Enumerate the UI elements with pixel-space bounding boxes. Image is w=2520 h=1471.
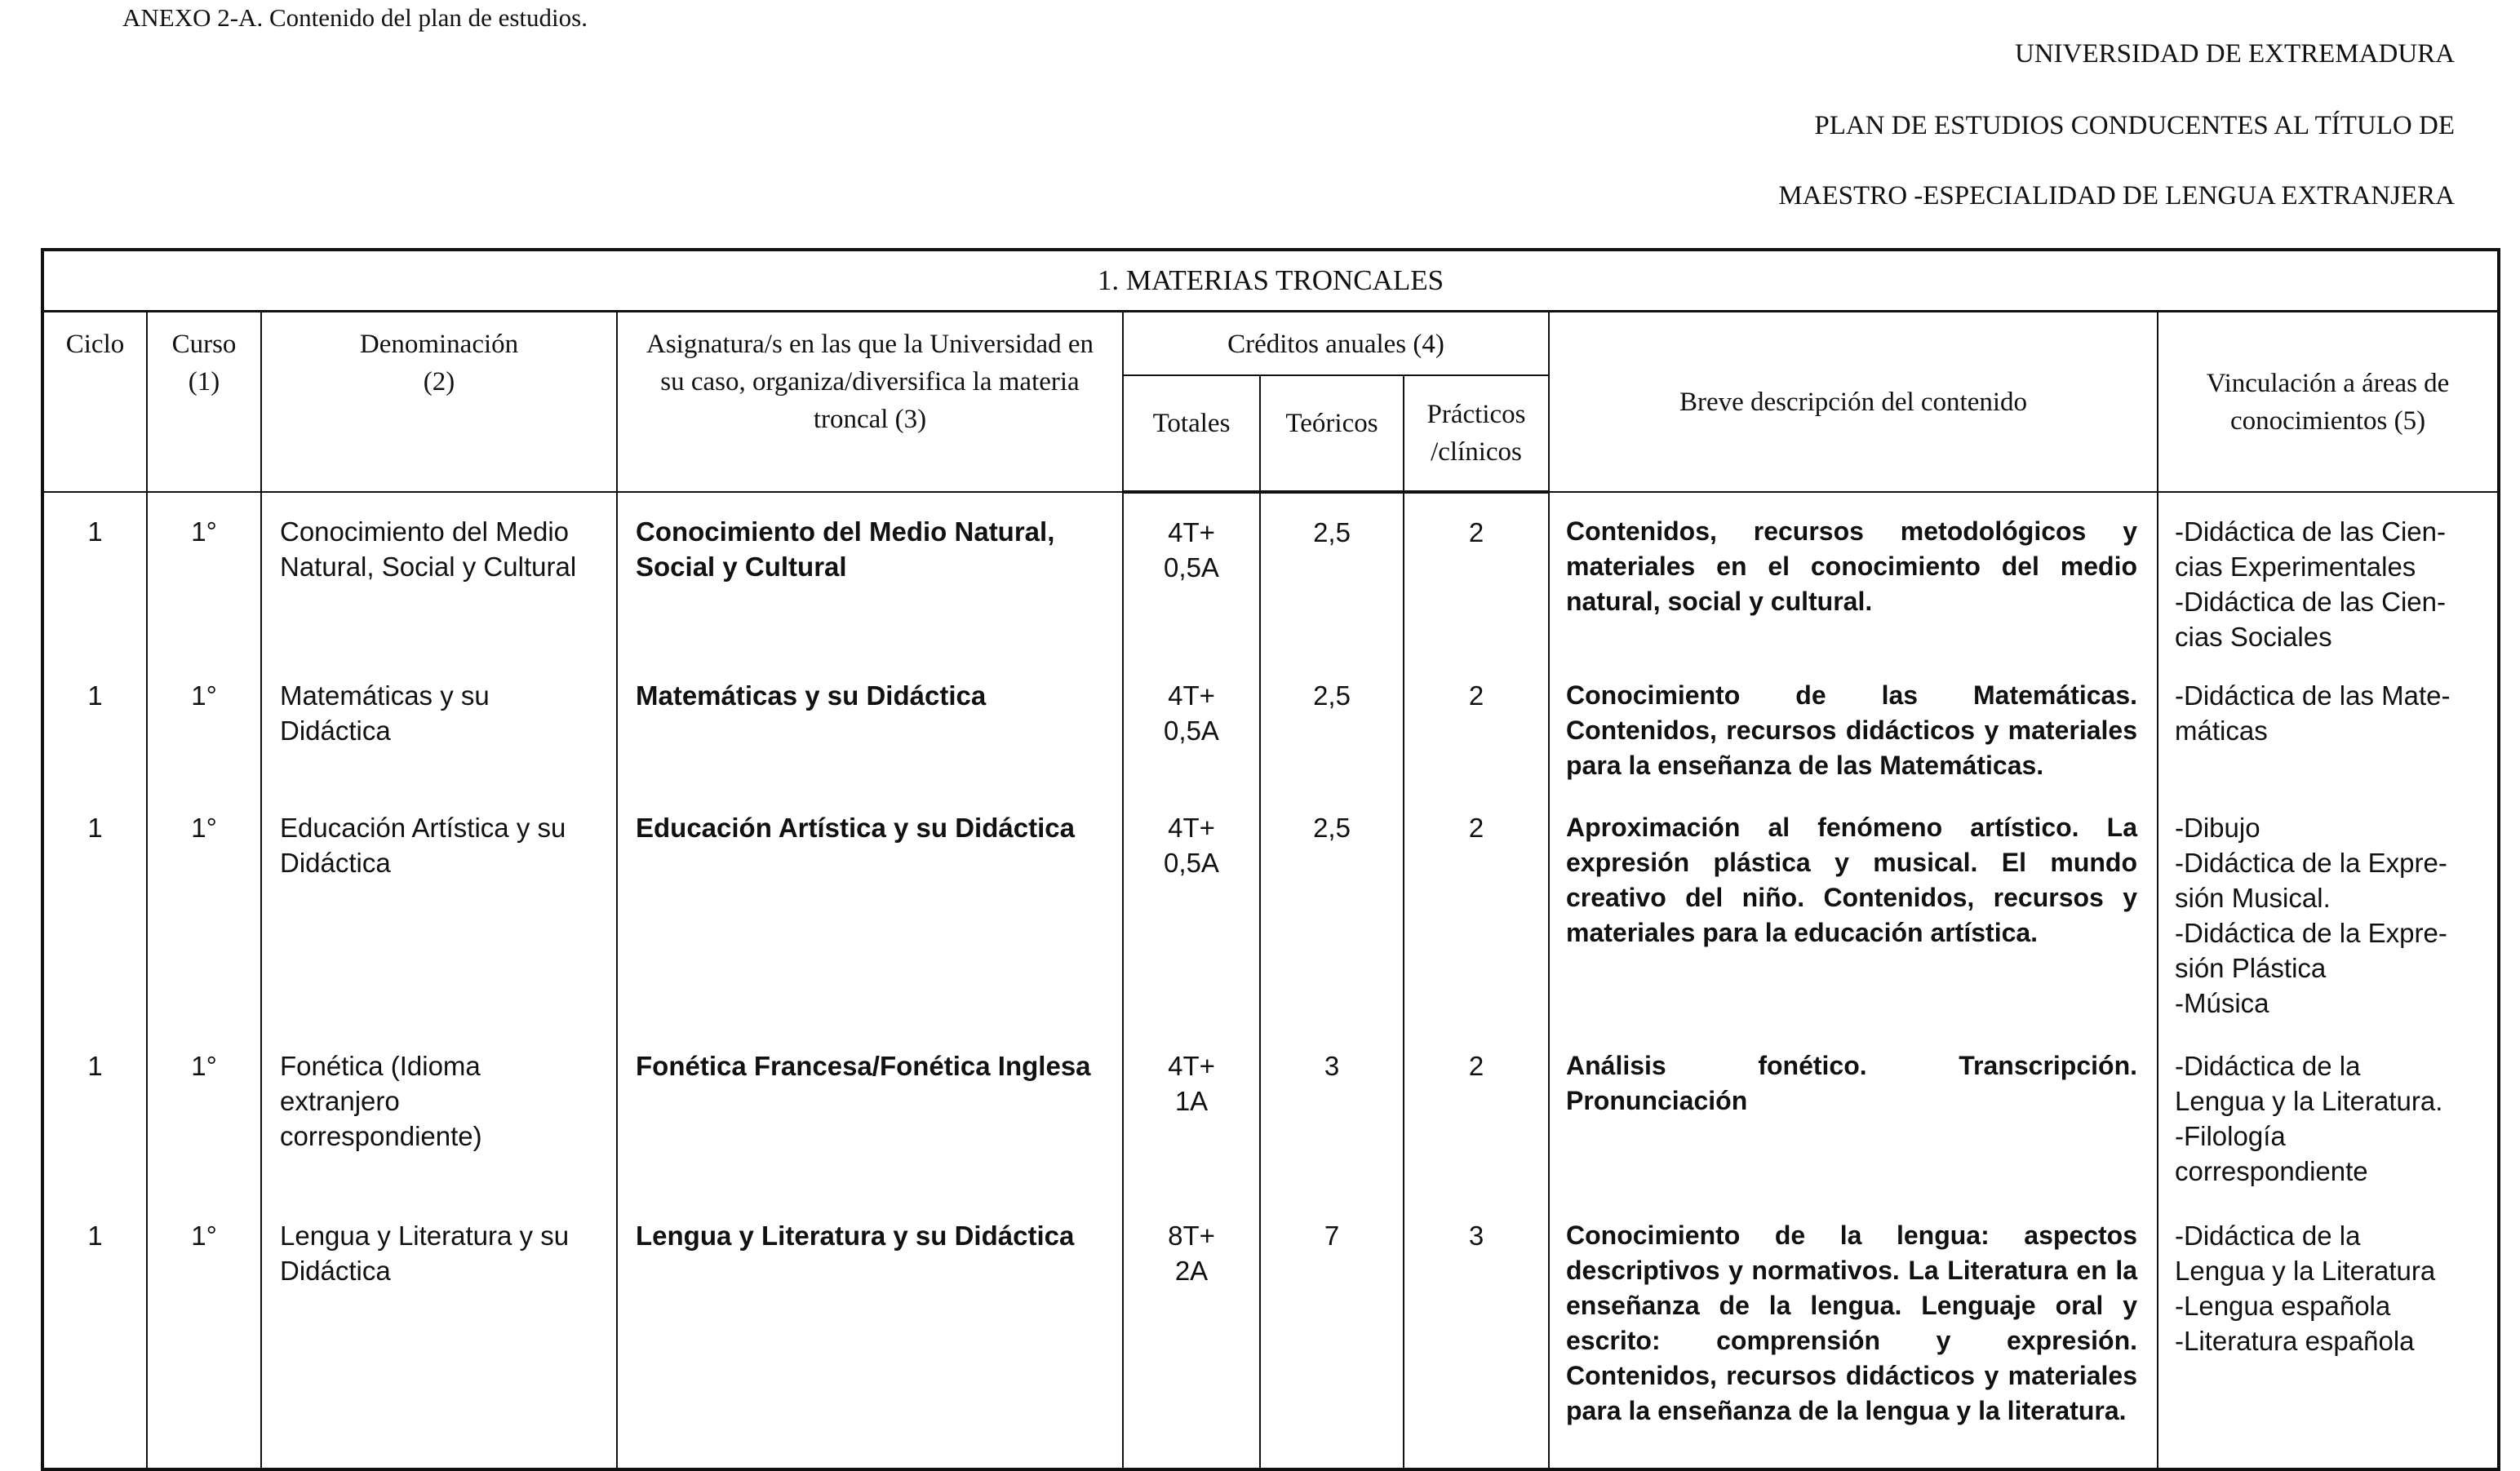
- troncales-table: [41, 248, 2500, 1471]
- col-header-practicos: Prácticos /clínicos: [1404, 375, 1549, 492]
- cell-curso: 1°: [147, 1030, 261, 1200]
- totales-line: 8T+: [1168, 1221, 1215, 1251]
- cell-teoricos: 2,5: [1260, 792, 1404, 1030]
- cell-totales: [1123, 792, 1260, 1030]
- vinculacion-line: cias Sociales: [2175, 622, 2332, 652]
- col-header-asignatura: Asignatura/s en las que la Universidad en su caso, organiza/diversifica la materia troncal (3): [617, 312, 1123, 493]
- cell-denominacion: Conocimiento del Medio Natural, Social y Cultural: [261, 492, 617, 660]
- cell-teoricos: 2,5: [1260, 492, 1404, 660]
- cell-practicos: 2: [1404, 660, 1549, 792]
- cell-totales: [1123, 492, 1260, 660]
- totales-line: 4T+: [1168, 813, 1215, 843]
- col-header-denominacion: Denominación (2): [261, 312, 617, 493]
- cell-curso: 1°: [147, 792, 261, 1030]
- col-header-descripcion: Breve descripción del contenido: [1549, 312, 2158, 493]
- cell-denominacion: Fonética (Idioma extranjero correspondiente): [261, 1030, 617, 1200]
- totales-line: 4T+: [1168, 680, 1215, 711]
- cell-descripcion: Análisis fonético. Transcripción. Pronunciación: [1549, 1030, 2158, 1200]
- cell-denominacion: Matemáticas y su Didáctica: [261, 660, 617, 792]
- cell-vinculacion: [2158, 492, 2499, 660]
- vinculacion-line: correspondiente: [2175, 1156, 2368, 1186]
- col-header-vinculacion: Vinculación a áreas de conocimientos (5): [2158, 312, 2499, 493]
- totales-line: 2A: [1174, 1256, 1209, 1286]
- col-header-totales: Totales: [1123, 375, 1260, 492]
- cell-ciclo: 1: [42, 1030, 147, 1200]
- cell-teoricos: 3: [1260, 1030, 1404, 1200]
- vinculacion-line: -Didáctica de la Expre-: [2175, 918, 2447, 948]
- university-name: UNIVERSIDAD DE EXTREMADURA: [2015, 39, 2455, 69]
- vinculacion-line: -Didáctica de la: [2175, 1221, 2361, 1251]
- cell-curso: 1°: [147, 660, 261, 792]
- cell-practicos: 2: [1404, 792, 1549, 1030]
- cell-asignatura: Educación Artística y su Didáctica: [617, 792, 1123, 1030]
- table-row: [42, 1200, 2499, 1469]
- vinculacion-line: -Literatura española: [2175, 1326, 2415, 1356]
- cell-practicos: 2: [1404, 1030, 1549, 1200]
- col-header-curso: Curso (1): [147, 312, 261, 493]
- cell-vinculacion: [2158, 792, 2499, 1030]
- cell-ciclo: 1: [42, 660, 147, 792]
- cell-denominacion: Educación Artística y su Didáctica: [261, 792, 617, 1030]
- totales-line: 0,5A: [1164, 552, 1219, 583]
- cell-practicos: 2: [1404, 492, 1549, 660]
- table-row: [42, 1030, 2499, 1200]
- vinculacion-line: Lengua y la Literatura.: [2175, 1086, 2443, 1116]
- cell-practicos: 3: [1404, 1200, 1549, 1469]
- vinculacion-line: -Lengua española: [2175, 1291, 2391, 1321]
- cell-descripcion: Contenidos, recursos metodológicos y materiales en el conocimiento del medio natural, social y cultural.: [1549, 492, 2158, 660]
- vinculacion-line: -Dibujo: [2175, 813, 2260, 843]
- totales-line: 4T+: [1168, 1051, 1215, 1081]
- vinculacion-line: -Didáctica de la: [2175, 1051, 2361, 1081]
- cell-descripcion: Conocimiento de la lengua: aspectos descriptivos y normativos. La Literatura en la enseñanza de la lengua. Lenguaje oral y escrito: comprensión y expresión. Contenidos, recursos didácticos y materiales para la enseñanza de la lengua y la literatura.: [1549, 1200, 2158, 1469]
- vinculacion-line: sión Plástica: [2175, 953, 2327, 983]
- vinculacion-line: -Didáctica de las Cien-: [2175, 516, 2446, 547]
- cell-ciclo: 1: [42, 792, 147, 1030]
- cell-totales: [1123, 1030, 1260, 1200]
- cell-teoricos: 2,5: [1260, 660, 1404, 792]
- totales-line: 0,5A: [1164, 848, 1219, 878]
- cell-vinculacion: [2158, 1200, 2499, 1469]
- cell-vinculacion: [2158, 1030, 2499, 1200]
- vinculacion-line: -Filología: [2175, 1121, 2286, 1151]
- cell-descripcion: Conocimiento de las Matemáticas. Contenidos, recursos didácticos y materiales para la enseñanza de las Matemáticas.: [1549, 660, 2158, 792]
- cell-teoricos: 7: [1260, 1200, 1404, 1469]
- vinculacion-line: sión Musical.: [2175, 883, 2331, 913]
- totales-line: 0,5A: [1164, 716, 1219, 746]
- table-row: [42, 660, 2499, 792]
- col-header-teoricos: Teóricos: [1260, 375, 1404, 492]
- cell-curso: 1°: [147, 1200, 261, 1469]
- vinculacion-line: cias Experimentales: [2175, 552, 2416, 582]
- degree-title: MAESTRO -ESPECIALIDAD DE LENGUA EXTRANJERA: [1778, 181, 2455, 210]
- col-header-ciclo: Ciclo: [42, 312, 147, 493]
- plan-heading: PLAN DE ESTUDIOS CONDUCENTES AL TÍTULO DE: [1814, 111, 2455, 140]
- vinculacion-line: -Música: [2175, 988, 2269, 1018]
- vinculacion-line: -Didáctica de las Cien-: [2175, 587, 2446, 617]
- table-row: [42, 492, 2499, 660]
- annex-label: ANEXO 2-A. Contenido del plan de estudios.: [122, 3, 588, 32]
- vinculacion-line: Lengua y la Literatura: [2175, 1256, 2436, 1286]
- cell-asignatura: Lengua y Literatura y su Didáctica: [617, 1200, 1123, 1469]
- cell-asignatura: Conocimiento del Medio Natural, Social y Cultural: [617, 492, 1123, 660]
- cell-ciclo: 1: [42, 492, 147, 660]
- cell-asignatura: Fonética Francesa/Fonética Inglesa: [617, 1030, 1123, 1200]
- cell-totales: [1123, 660, 1260, 792]
- section-title: 1. MATERIAS TRONCALES: [42, 250, 2499, 312]
- cell-vinculacion: [2158, 660, 2499, 792]
- col-header-creditos: Créditos anuales (4): [1123, 312, 1549, 376]
- cell-curso: 1°: [147, 492, 261, 660]
- totales-line: 4T+: [1168, 517, 1215, 547]
- totales-line: 1A: [1174, 1086, 1209, 1116]
- cell-asignatura: Matemáticas y su Didáctica: [617, 660, 1123, 792]
- vinculacion-line: -Didáctica de las Mate-: [2175, 680, 2451, 711]
- vinculacion-line: máticas: [2175, 716, 2268, 746]
- cell-descripcion: Aproximación al fenómeno artístico. La expresión plástica y musical. El mundo creativo del niño. Contenidos, recursos y materiales para la educación artística.: [1549, 792, 2158, 1030]
- cell-totales: [1123, 1200, 1260, 1469]
- cell-ciclo: 1: [42, 1200, 147, 1469]
- cell-denominacion: Lengua y Literatura y su Didáctica: [261, 1200, 617, 1469]
- vinculacion-line: -Didáctica de la Expre-: [2175, 848, 2447, 878]
- table-row: [42, 792, 2499, 1030]
